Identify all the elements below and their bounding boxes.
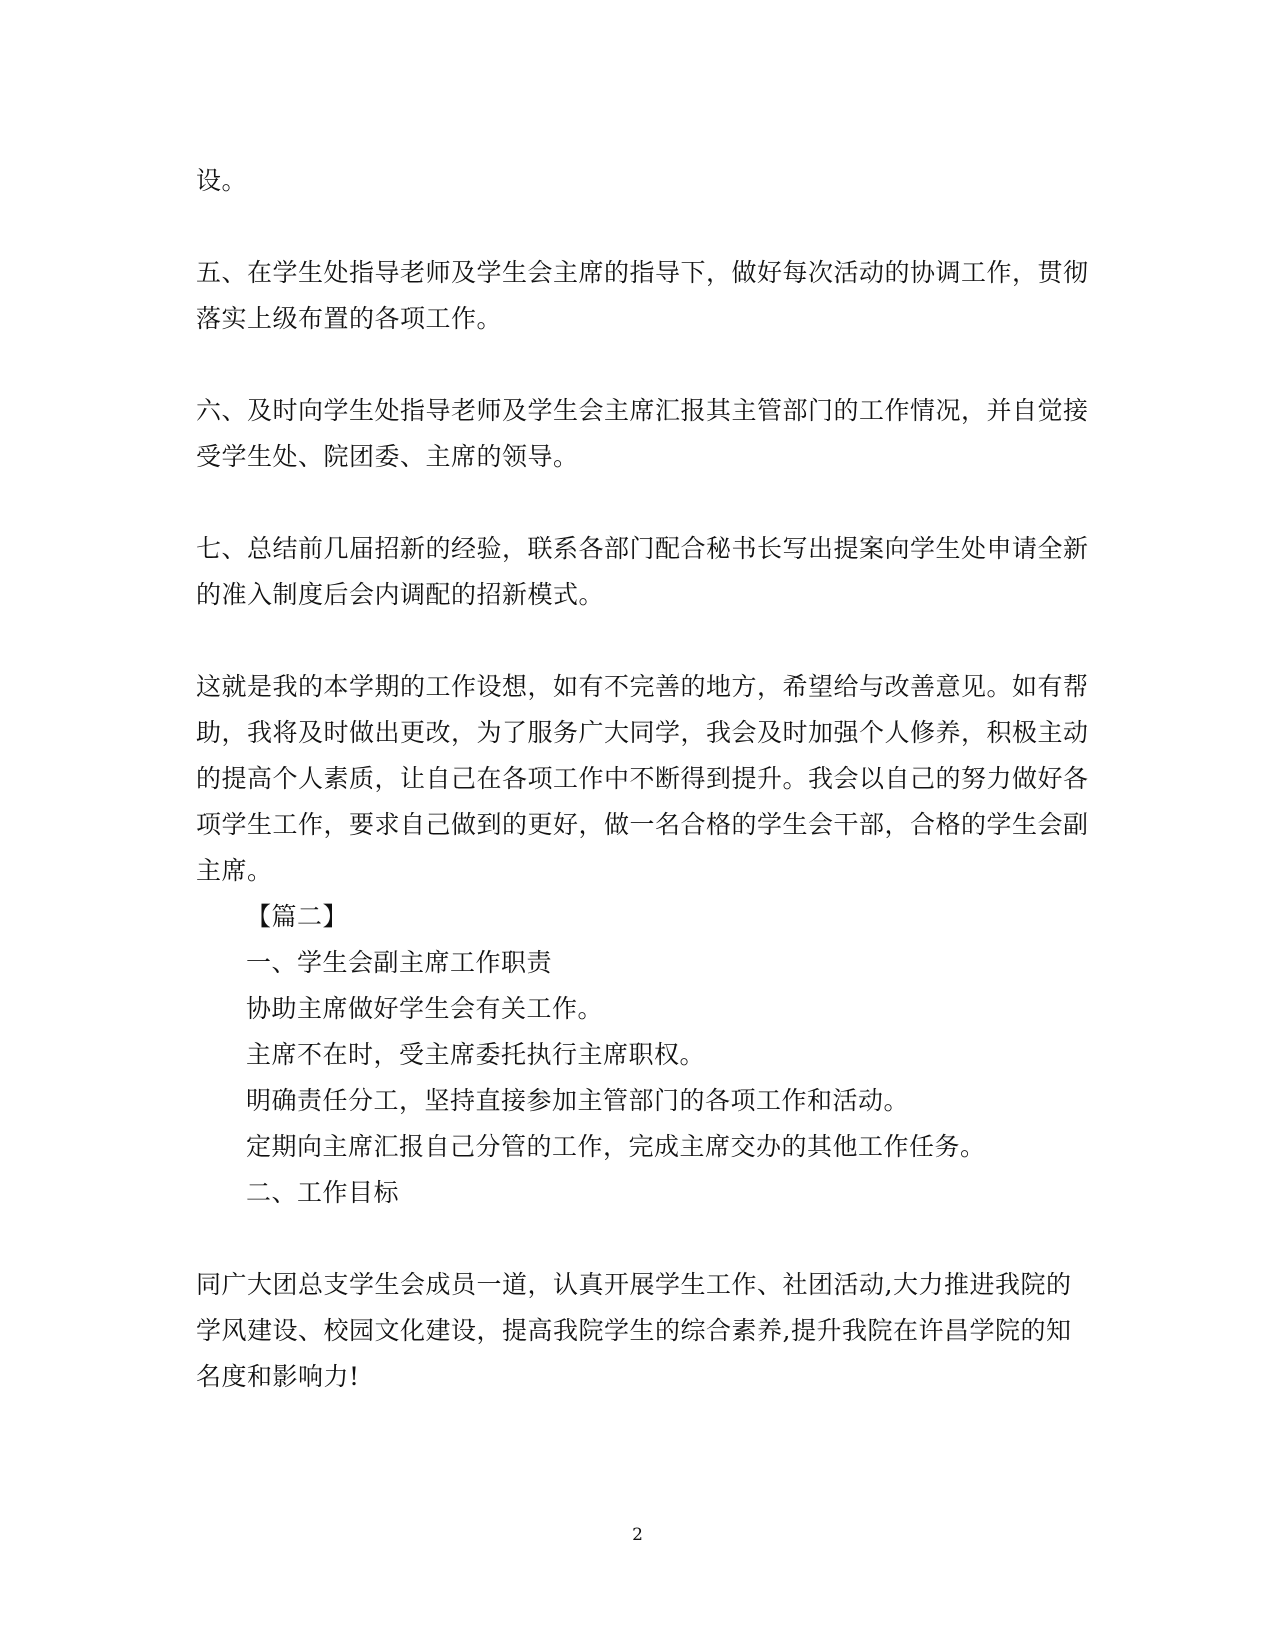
paragraph-line: 名度和影响力! <box>196 1362 360 1391</box>
section-heading: 一、学生会副主席工作职责 <box>246 948 553 977</box>
page-number: 2 <box>632 1525 643 1545</box>
paragraph-line: 七、总结前几届招新的经验，联系各部门配合秘书长写出提案向学生处申请全新 <box>196 534 1089 563</box>
duty-item: 明确责任分工，坚持直接参加主管部门的各项工作和活动。 <box>246 1086 910 1115</box>
paragraph-line: 项学生工作，要求自己做到的更好，做一名合格的学生会干部，合格的学生会副 <box>196 810 1089 839</box>
paragraph-line: 五、在学生处指导老师及学生会主席的指导下，做好每次活动的协调工作，贯彻 <box>196 258 1089 287</box>
section-title: 【篇二】 <box>246 902 349 931</box>
paragraph-line: 落实上级布置的各项工作。 <box>196 304 503 333</box>
paragraph-line: 六、及时向学生处指导老师及学生会主席汇报其主管部门的工作情况，并自觉接 <box>196 396 1089 425</box>
duty-item: 主席不在时，受主席委托执行主席职权。 <box>246 1040 706 1069</box>
paragraph-line: 同广大团总支学生会成员一道，认真开展学生工作、社团活动,大力推进我院的 <box>196 1270 1072 1299</box>
paragraph-line: 主席。 <box>196 856 273 885</box>
paragraph-line: 的提高个人素质，让自己在各项工作中不断得到提升。我会以自己的努力做好各 <box>196 764 1089 793</box>
paragraph-line: 的准入制度后会内调配的招新模式。 <box>196 580 605 609</box>
paragraph-line: 助，我将及时做出更改，为了服务广大同学，我会及时加强个人修养，积极主动 <box>196 718 1089 747</box>
duty-item: 定期向主席汇报自己分管的工作，完成主席交办的其他工作任务。 <box>246 1132 986 1161</box>
paragraph-line: 学风建设、校园文化建设，提高我院学生的综合素养,提升我院在许昌学院的知 <box>196 1316 1072 1345</box>
paragraph-line: 受学生处、院团委、主席的领导。 <box>196 442 579 471</box>
paragraph-line: 设。 <box>196 166 248 195</box>
paragraph-line: 这就是我的本学期的工作设想，如有不完善的地方，希望给与改善意见。如有帮 <box>196 672 1089 701</box>
section-heading: 二、工作目标 <box>246 1178 400 1207</box>
duty-item: 协助主席做好学生会有关工作。 <box>246 994 604 1023</box>
